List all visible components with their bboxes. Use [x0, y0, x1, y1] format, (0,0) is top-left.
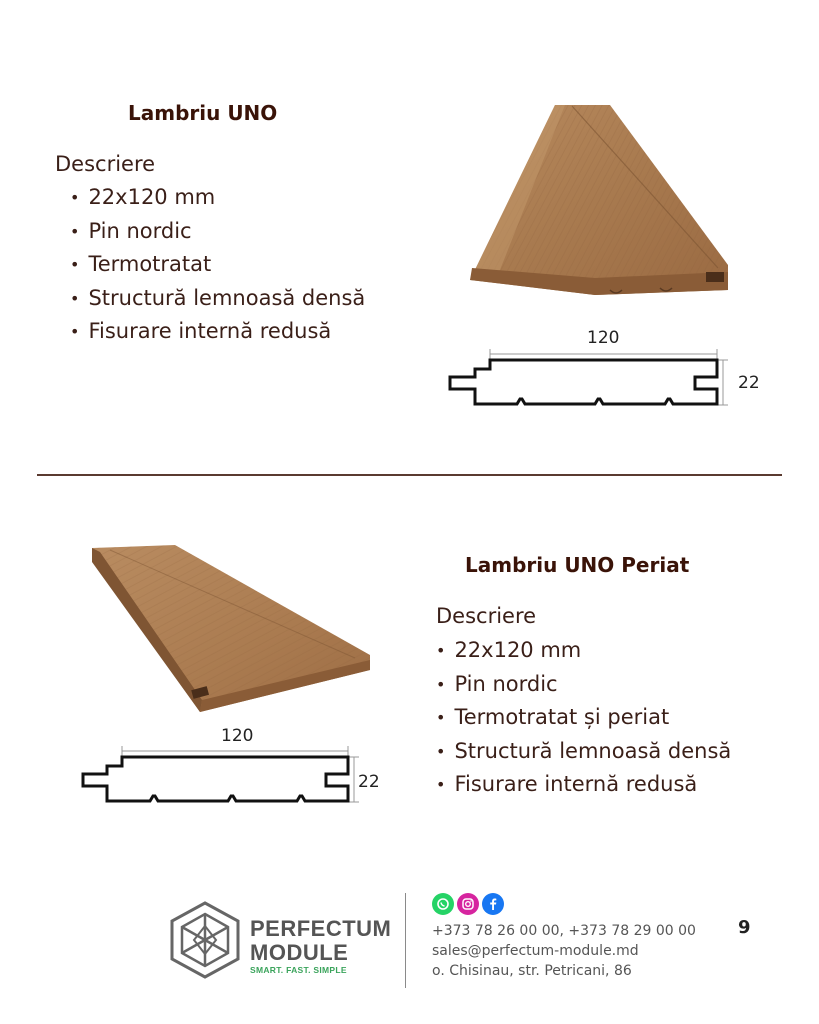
list-item: • Termotratat și periat	[436, 701, 731, 735]
social-icons	[432, 893, 507, 915]
section1-height-label: 22	[738, 373, 760, 393]
product-image-uno-periat	[80, 540, 375, 720]
list-item: • Fisurare internă redusă	[436, 768, 731, 802]
section2-width-label: 120	[221, 726, 254, 746]
section2-height-label: 22	[358, 772, 380, 792]
list-item: • Pin nordic	[70, 215, 365, 249]
brand-name-line2: MODULE	[250, 940, 349, 965]
section-divider	[37, 474, 782, 476]
footer-phones[interactable]: +373 78 26 00 00, +373 78 29 00 00	[432, 923, 696, 939]
list-item: • Structură lemnoasă densă	[70, 282, 365, 316]
list-item: • Termotratat	[70, 248, 365, 282]
section1-description-heading: Descriere	[55, 152, 156, 176]
section2-description-heading: Descriere	[436, 604, 537, 628]
section2-feature-list	[436, 634, 731, 802]
list-item: • 22x120 mm	[70, 181, 365, 215]
brand-name-line1: PERFECTUM	[250, 916, 392, 941]
brand-tagline: SMART. FAST. SIMPLE	[250, 965, 347, 975]
footer-address: o. Chisinau, str. Petricani, 86	[432, 963, 632, 979]
whatsapp-icon[interactable]	[432, 893, 454, 915]
list-item: • Pin nordic	[436, 668, 731, 702]
footer-separator	[405, 893, 406, 988]
profile-drawing-uno	[445, 345, 735, 410]
brand-logo-icon	[168, 900, 242, 980]
section1-width-label: 120	[587, 328, 620, 348]
section1-feature-list	[70, 181, 365, 349]
page-number: 9	[738, 917, 751, 938]
section1-title: Lambriu UNO	[128, 101, 278, 125]
footer-contact	[432, 921, 696, 981]
footer-email[interactable]: sales@perfectum-module.md	[432, 943, 639, 959]
instagram-icon[interactable]	[457, 893, 479, 915]
list-item: • Fisurare internă redusă	[70, 315, 365, 349]
facebook-icon[interactable]	[482, 893, 504, 915]
list-item: • Structură lemnoasă densă	[436, 735, 731, 769]
product-image-uno	[460, 100, 735, 300]
list-item: • 22x120 mm	[436, 634, 731, 668]
profile-drawing-uno-periat	[80, 742, 365, 807]
brand-name	[250, 917, 391, 975]
section2-title: Lambriu UNO Periat	[465, 553, 690, 577]
